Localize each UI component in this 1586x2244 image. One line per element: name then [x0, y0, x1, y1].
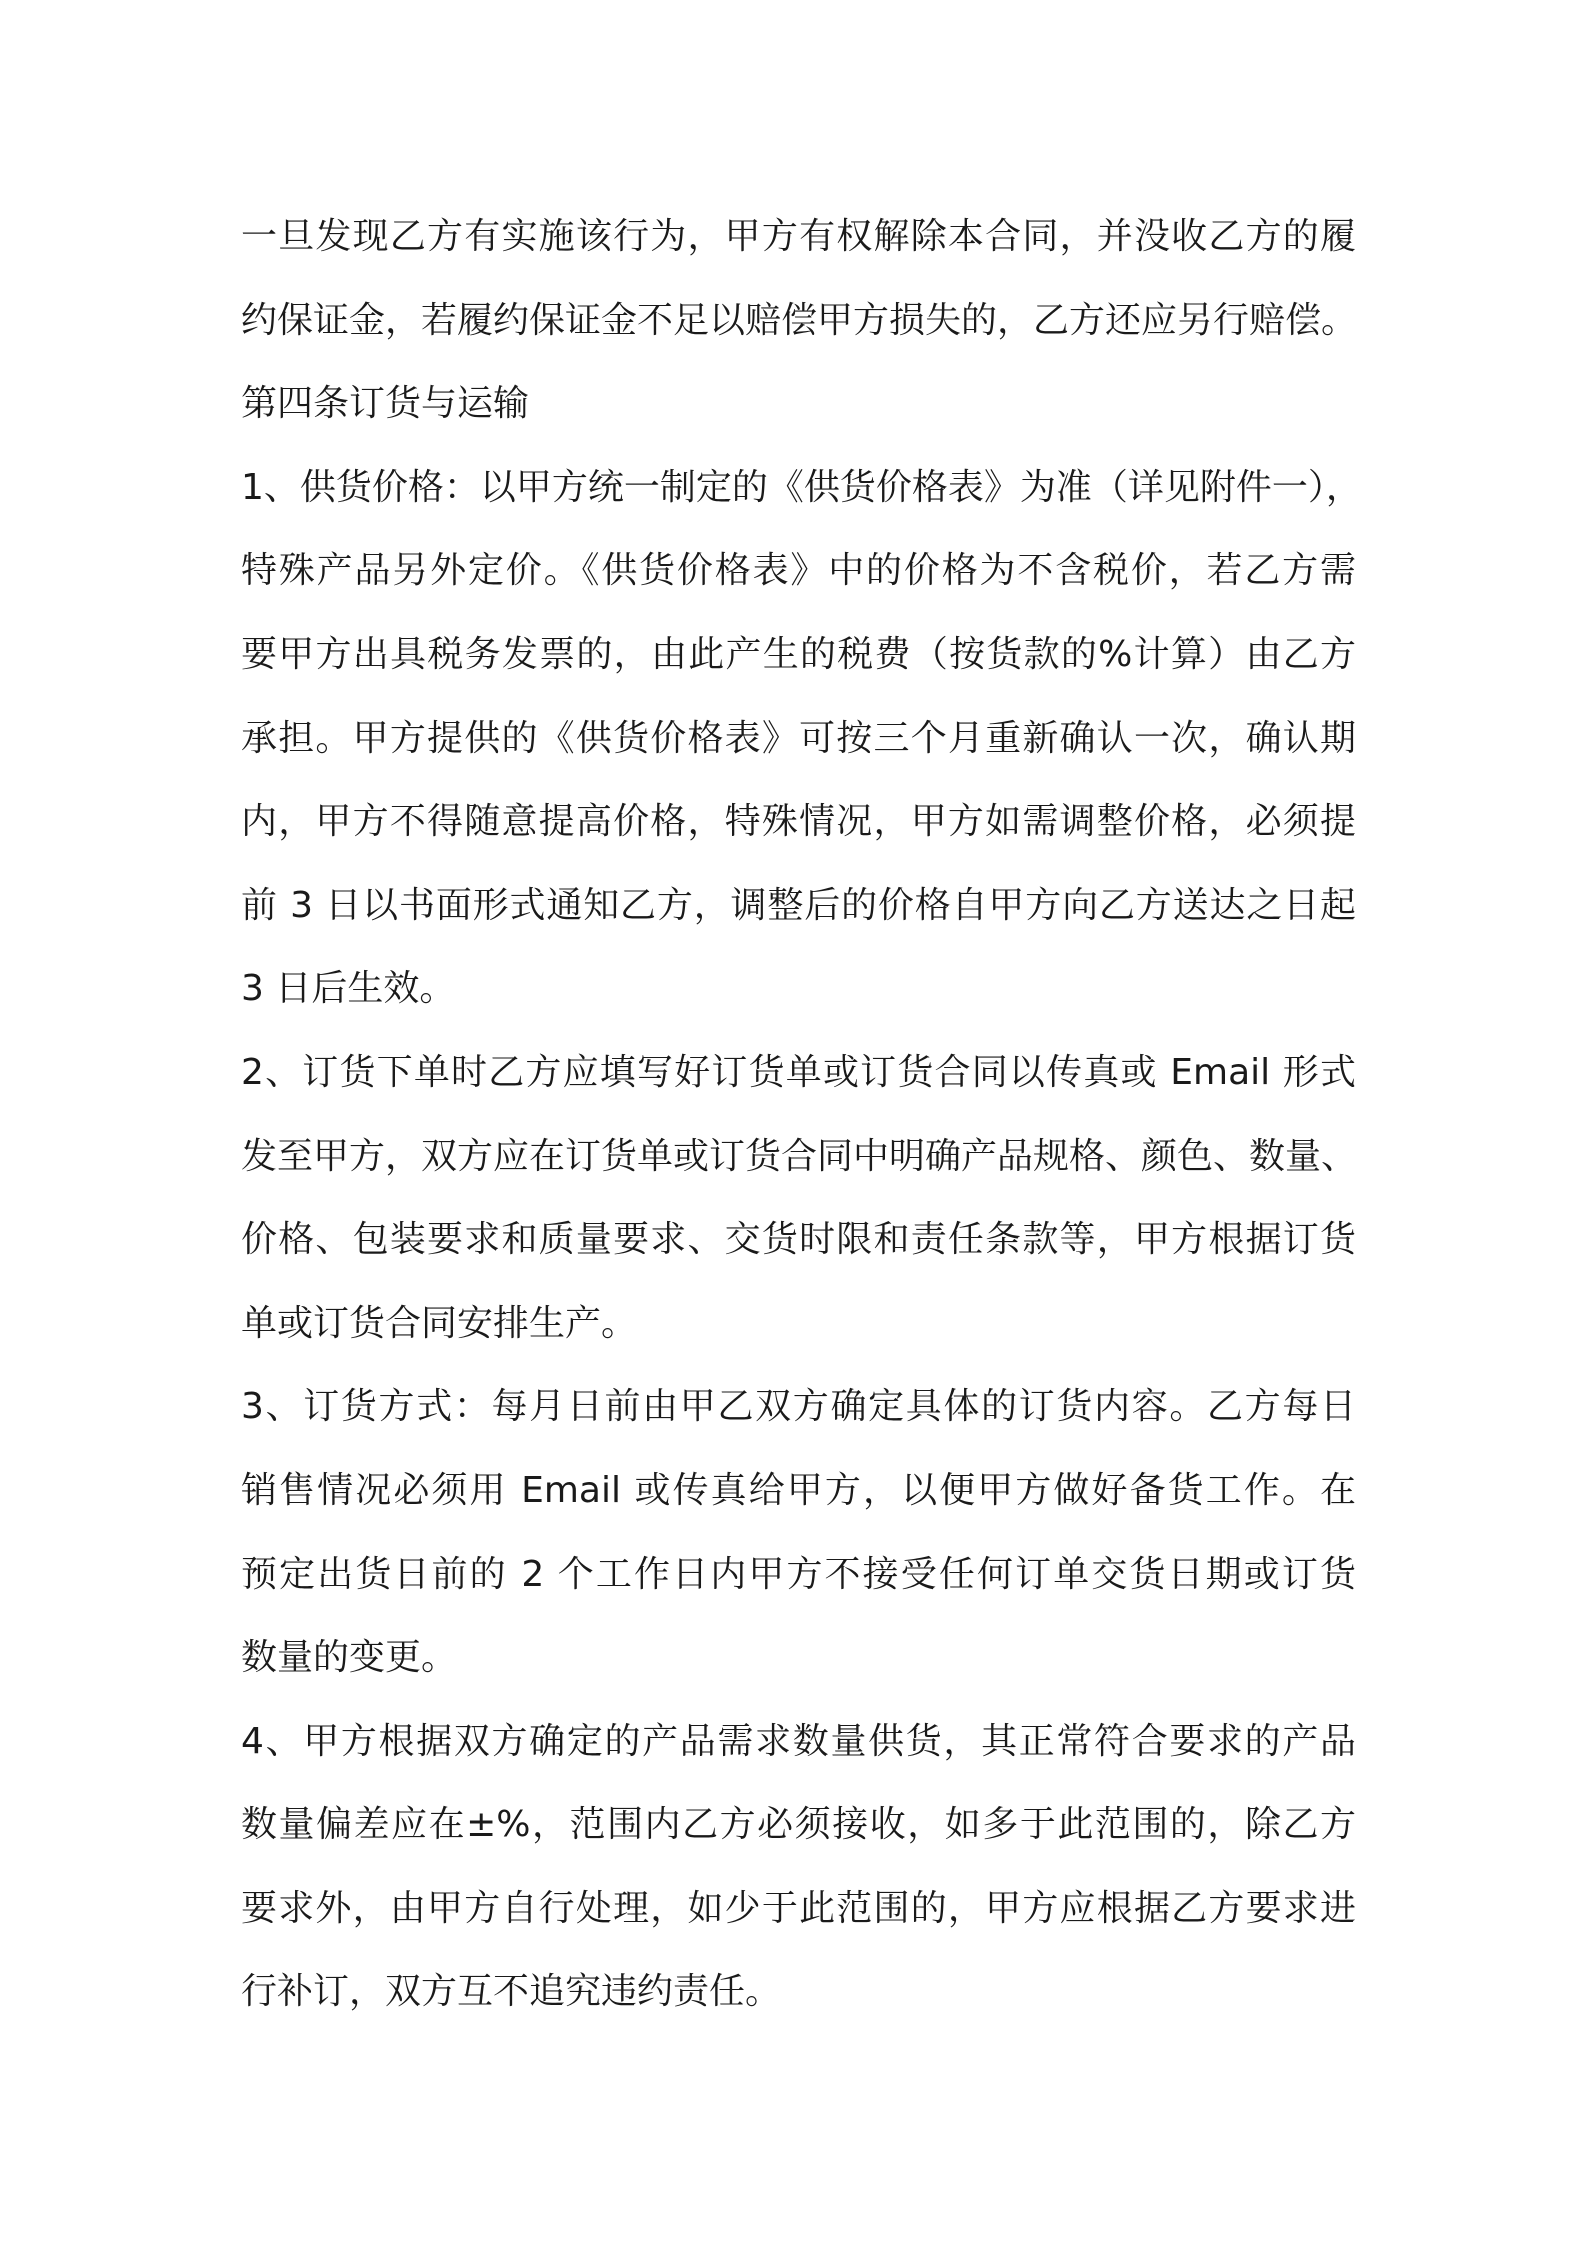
- text-line: 单或订货合同安排生产。: [241, 1302, 638, 1344]
- text-line: 发至甲方，双方应在订货单或订货合同中明确产品规格、颜色、数量、: [241, 1135, 1358, 1177]
- text-line: 约保证金，若履约保证金不足以赔偿甲方损失的，乙方还应另行赔偿。: [241, 299, 1358, 341]
- section-heading: 第四条订货与运输: [241, 383, 530, 425]
- text-line: 价格、包装要求和质量要求、交货时限和责任条款等，甲方根据订货: [241, 1219, 1356, 1261]
- text-line: 要求外，由甲方自行处理，如少于此范围的，甲方应根据乙方要求进: [241, 1887, 1356, 1929]
- text-line: 2、订货下单时乙方应填写好订货单或订货合同以传真或 Email 形式: [241, 1051, 1356, 1093]
- text-line: 承担。甲方提供的《供货价格表》可按三个月重新确认一次，确认期: [241, 717, 1356, 759]
- text-line: 销售情况必须用 Email 或传真给甲方，以便甲方做好备货工作。在: [241, 1469, 1356, 1511]
- text-line: 4、甲方根据双方确定的产品需求数量供货，其正常符合要求的产品: [241, 1720, 1356, 1762]
- text-line: 特殊产品另外定价。《供货价格表》中的价格为不含税价，若乙方需: [241, 550, 1356, 592]
- text-line: 行补订，双方互不追究违约责任。: [241, 1971, 782, 2013]
- text-line: 要甲方出具税务发票的，由此产生的税费（按货款的%计算）由乙方: [241, 633, 1356, 675]
- text-line: 3 日后生效。: [241, 968, 456, 1010]
- text-line: 数量的变更。: [241, 1637, 458, 1679]
- text-line: 预定出货日前的 2 个工作日内甲方不接受任何订单交货日期或订货: [241, 1553, 1356, 1595]
- text-line: 3、订货方式：每月日前由甲乙双方确定具体的订货内容。乙方每日: [241, 1386, 1356, 1428]
- text-line: 一旦发现乙方有实施该行为，甲方有权解除本合同，并没收乙方的履: [241, 216, 1356, 257]
- text-line: 前 3 日以书面形式通知乙方，调整后的价格自甲方向乙方送达之日起: [241, 884, 1356, 926]
- contract-text-body: [241, 195, 1362, 2034]
- text-line: 1、供货价格：以甲方统一制定的《供货价格表》为准（详见附件一），: [241, 466, 1362, 508]
- text-line: 数量偏差应在±%，范围内乙方必须接收，如多于此范围的，除乙方: [241, 1804, 1356, 1846]
- text-line: 内，甲方不得随意提高价格，特殊情况，甲方如需调整价格，必须提: [241, 801, 1356, 843]
